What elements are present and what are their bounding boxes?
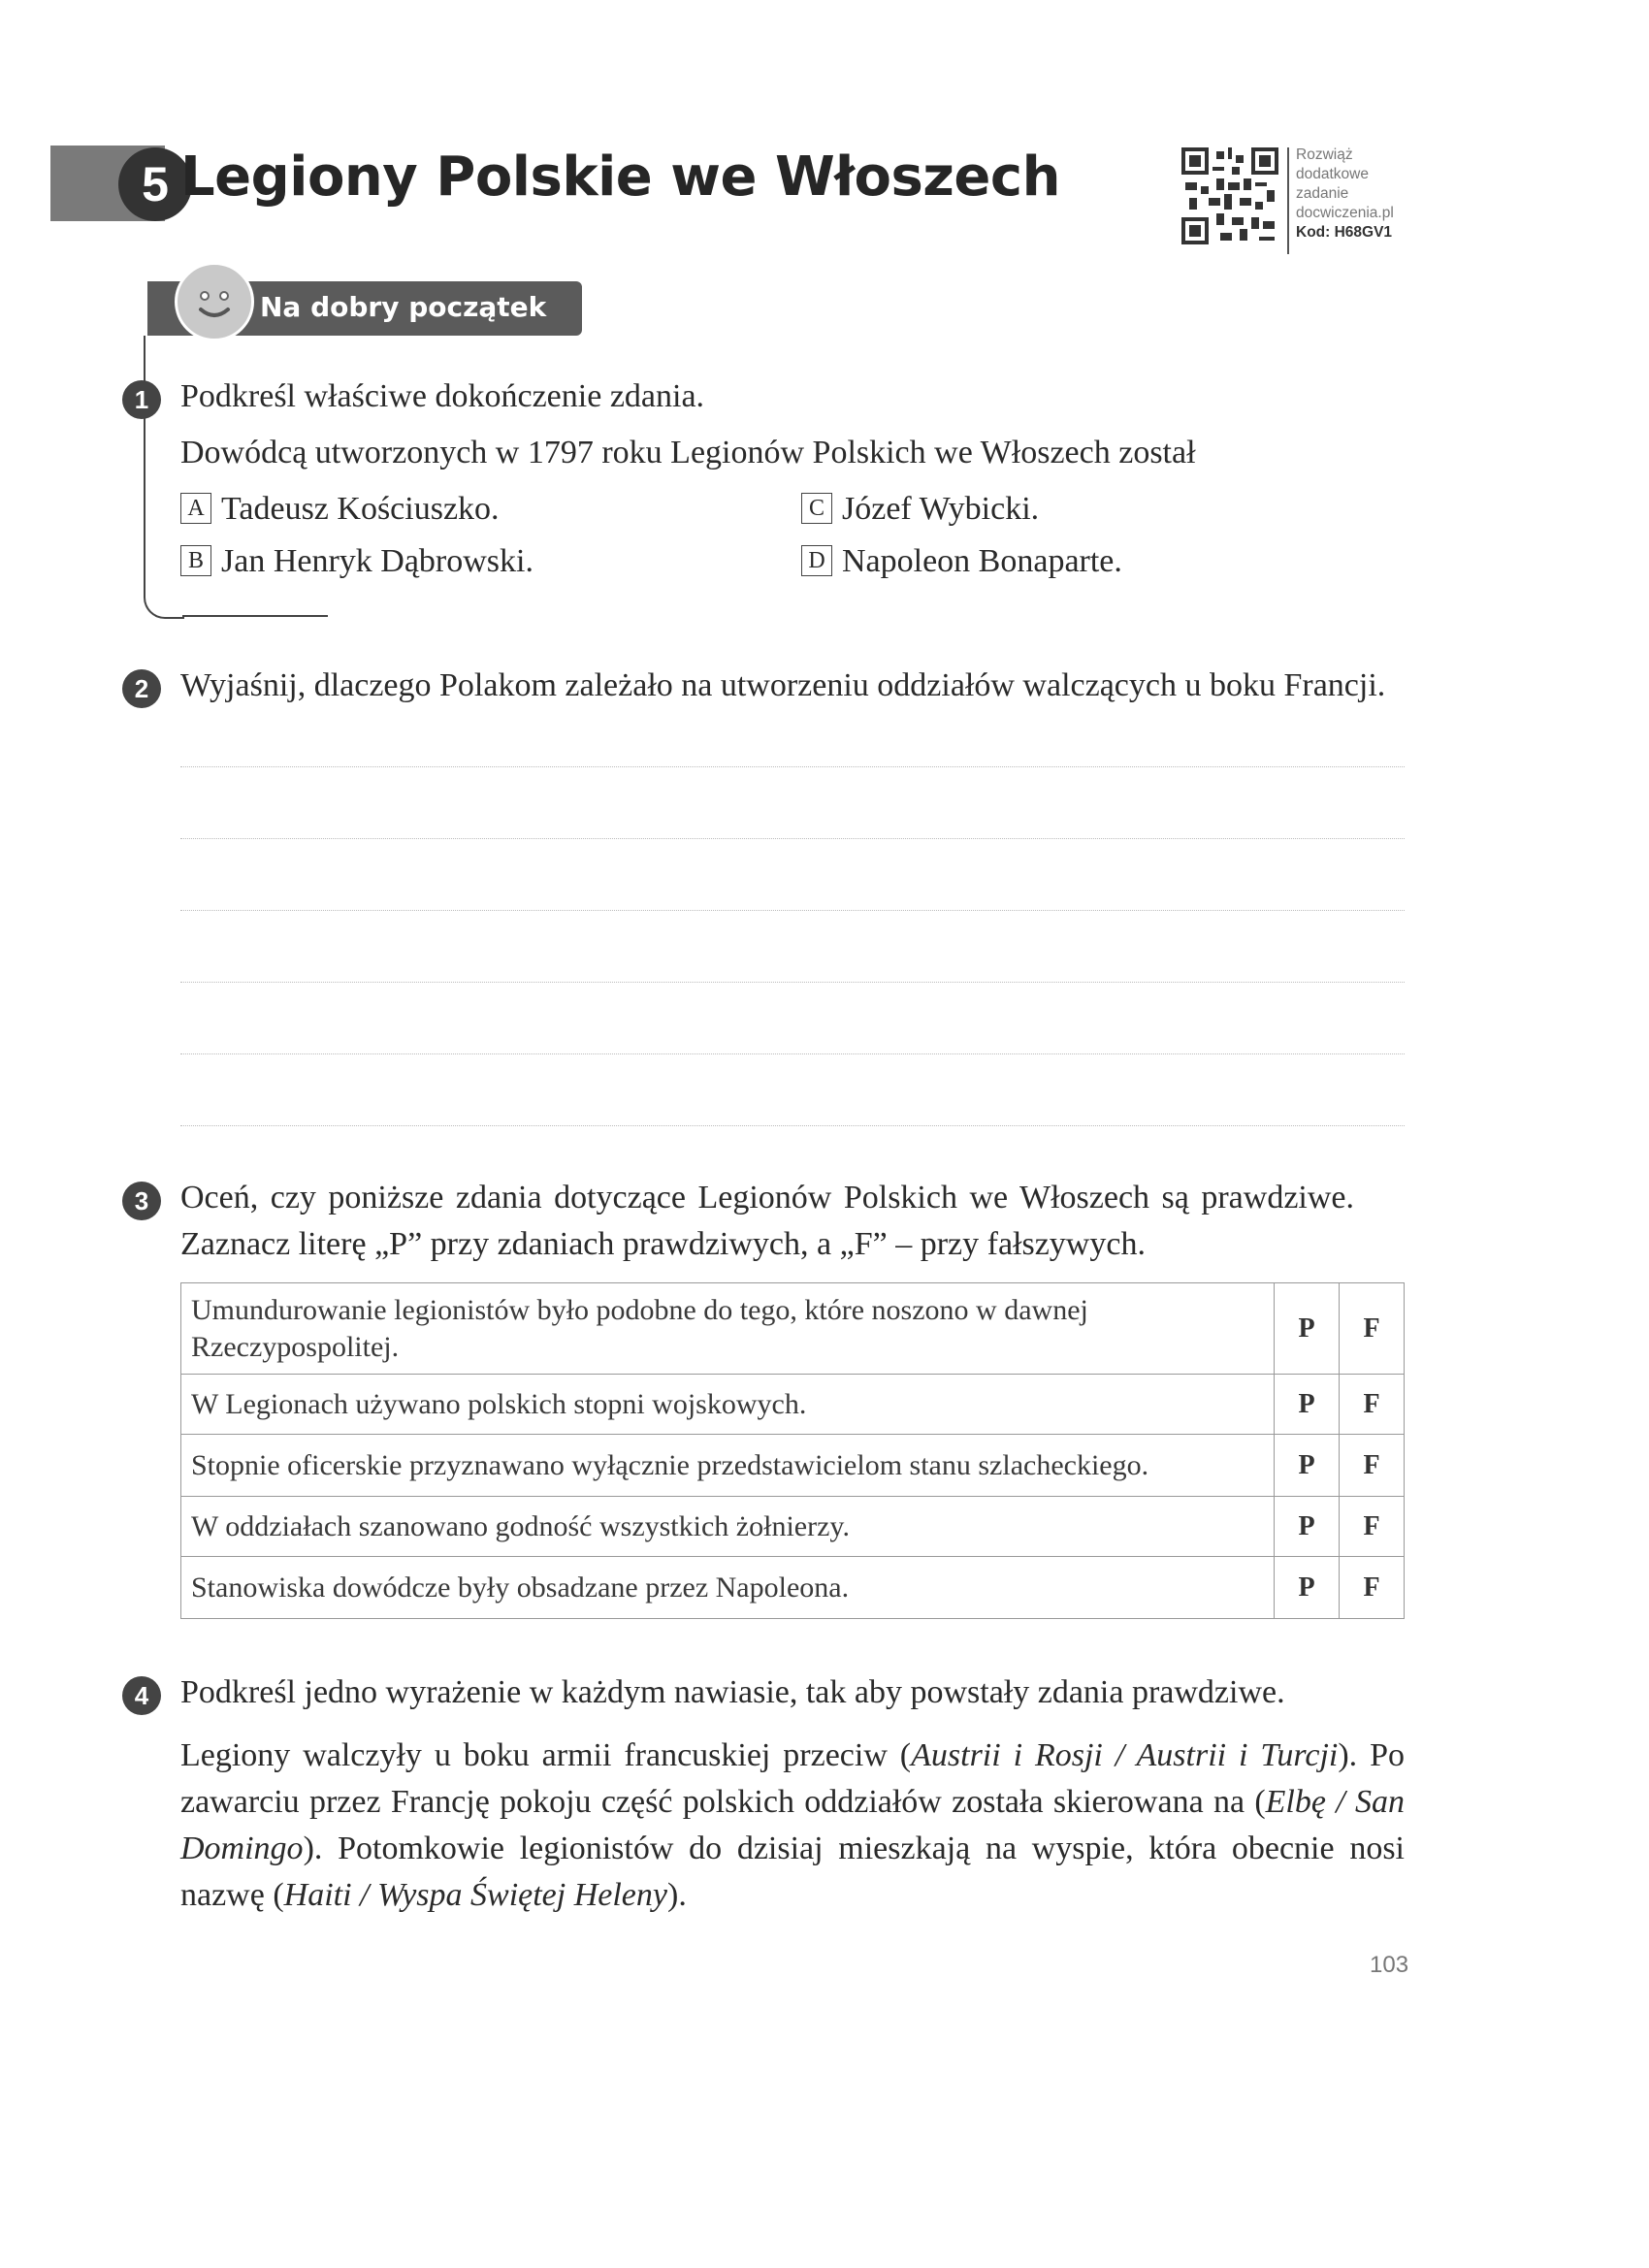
option-c[interactable] bbox=[801, 491, 1039, 528]
task2-instruction: Wyjaśnij, dlaczego Polakom zależało na utworzeniu oddziałów walczących u boku Francji. bbox=[180, 667, 1386, 703]
task3-instruction-1: Oceń, czy poniższe zdania dotyczące Legionów Polskich we Włoszech są prawdziwe. bbox=[180, 1180, 1355, 1215]
paragraph-text: ). Po zawarciu przez Francję pokoju część polskich oddziałów została skierowana na ( bbox=[180, 1737, 1406, 1820]
table-row bbox=[181, 1557, 1405, 1619]
qr-line: dodatkowe bbox=[1296, 166, 1369, 182]
task1-sentence: Dowódcą utworzonych w 1797 roku Legionów Polskich we Włoszech został bbox=[180, 435, 1196, 470]
false-option[interactable]: F bbox=[1340, 1283, 1405, 1375]
option-text: Napoleon Bonaparte. bbox=[842, 543, 1122, 579]
table-row bbox=[181, 1435, 1405, 1497]
option-text: Józef Wybicki. bbox=[842, 491, 1040, 527]
option-letter: C bbox=[801, 493, 832, 524]
qr-line: Rozwiąż bbox=[1296, 146, 1353, 163]
paragraph-text: ). Potomkowie legionistów do dzisiaj mieszkają na wyspie, która obecnie nosi nazwę ( bbox=[180, 1831, 1405, 1913]
answer-line[interactable] bbox=[180, 1053, 1405, 1054]
banner-label: Na dobry początek bbox=[260, 291, 547, 323]
section-frame-line bbox=[182, 615, 328, 617]
false-option[interactable]: F bbox=[1340, 1375, 1405, 1435]
option-letter: A bbox=[180, 493, 211, 524]
task-number: 4 bbox=[122, 1676, 161, 1715]
choice-2[interactable]: Elbę / San Domingo bbox=[180, 1784, 1405, 1866]
paragraph-text: ). bbox=[667, 1877, 687, 1913]
table-row bbox=[181, 1283, 1405, 1375]
choice-1[interactable]: Austrii i Rosji / Austrii i Turcji bbox=[911, 1737, 1339, 1773]
option-text: Tadeusz Kościuszko. bbox=[221, 491, 500, 527]
paragraph-text: Legiony walczyły u boku armii francuskiej przeciw ( bbox=[180, 1737, 912, 1773]
statement: W oddziałach szanowano godność wszystkich żołnierzy. bbox=[181, 1497, 1275, 1557]
option-letter: B bbox=[180, 545, 211, 576]
choice-3[interactable]: Haiti / Wyspa Świętej Heleny bbox=[283, 1877, 667, 1913]
option-letter: D bbox=[801, 545, 832, 576]
true-option[interactable]: P bbox=[1275, 1497, 1340, 1557]
statement: Stanowiska dowódcze były obsadzane przez Napoleona. bbox=[181, 1557, 1275, 1619]
task-number: 2 bbox=[122, 669, 161, 708]
answer-line[interactable] bbox=[180, 838, 1405, 839]
true-option[interactable]: P bbox=[1275, 1283, 1340, 1375]
false-option[interactable]: F bbox=[1340, 1497, 1405, 1557]
table-row bbox=[181, 1497, 1405, 1557]
qr-code-icon[interactable] bbox=[1181, 147, 1278, 244]
page-number: 103 bbox=[1370, 1952, 1409, 1978]
statement: Stopnie oficerskie przyznawano wyłącznie przedstawicielom stanu szlacheckiego. bbox=[181, 1435, 1275, 1497]
option-a[interactable] bbox=[180, 491, 500, 528]
task1-instruction: Podkreśl właściwe dokończenie zdania. bbox=[180, 378, 705, 414]
qr-divider bbox=[1287, 147, 1289, 254]
task4-instruction: Podkreśl jedno wyrażenie w każdym nawiasie, tak aby powstały zdania prawdziwe. bbox=[180, 1674, 1285, 1710]
task-number: 1 bbox=[122, 380, 161, 419]
task-number: 3 bbox=[122, 1182, 161, 1220]
qr-line: zadanie bbox=[1296, 185, 1349, 202]
option-b[interactable] bbox=[180, 543, 534, 580]
statement: W Legionach używano polskich stopni wojskowych. bbox=[181, 1375, 1275, 1435]
section-frame bbox=[144, 336, 184, 619]
answer-line[interactable] bbox=[180, 910, 1405, 911]
lesson-number: 5 bbox=[118, 147, 192, 221]
table-row bbox=[181, 1375, 1405, 1435]
option-text: Jan Henryk Dąbrowski. bbox=[221, 543, 534, 579]
task3-instruction-2: Zaznacz literę „P” przy zdaniach prawdziwych, a „F” – przy fałszywych. bbox=[180, 1226, 1146, 1262]
smiley-icon bbox=[175, 262, 254, 341]
true-false-table bbox=[180, 1282, 1405, 1619]
true-option[interactable]: P bbox=[1275, 1375, 1340, 1435]
task4-paragraph bbox=[180, 1733, 1405, 1919]
false-option[interactable]: F bbox=[1340, 1435, 1405, 1497]
true-option[interactable]: P bbox=[1275, 1435, 1340, 1497]
false-option[interactable]: F bbox=[1340, 1557, 1405, 1619]
qr-code-label: Kod: H68GV1 bbox=[1296, 224, 1393, 241]
true-option[interactable]: P bbox=[1275, 1557, 1340, 1619]
answer-line[interactable] bbox=[180, 982, 1405, 983]
statement: Umundurowanie legionistów było podobne do tego, które noszono w dawnej Rzeczypospolitej. bbox=[181, 1283, 1275, 1375]
qr-caption bbox=[1296, 146, 1394, 243]
option-d[interactable] bbox=[801, 543, 1122, 580]
qr-link[interactable]: docwiczenia.pl bbox=[1296, 205, 1394, 221]
page-title: Legiony Polskie we Włoszech bbox=[180, 146, 1060, 209]
answer-line[interactable] bbox=[180, 1125, 1405, 1126]
answer-line[interactable] bbox=[180, 766, 1405, 767]
